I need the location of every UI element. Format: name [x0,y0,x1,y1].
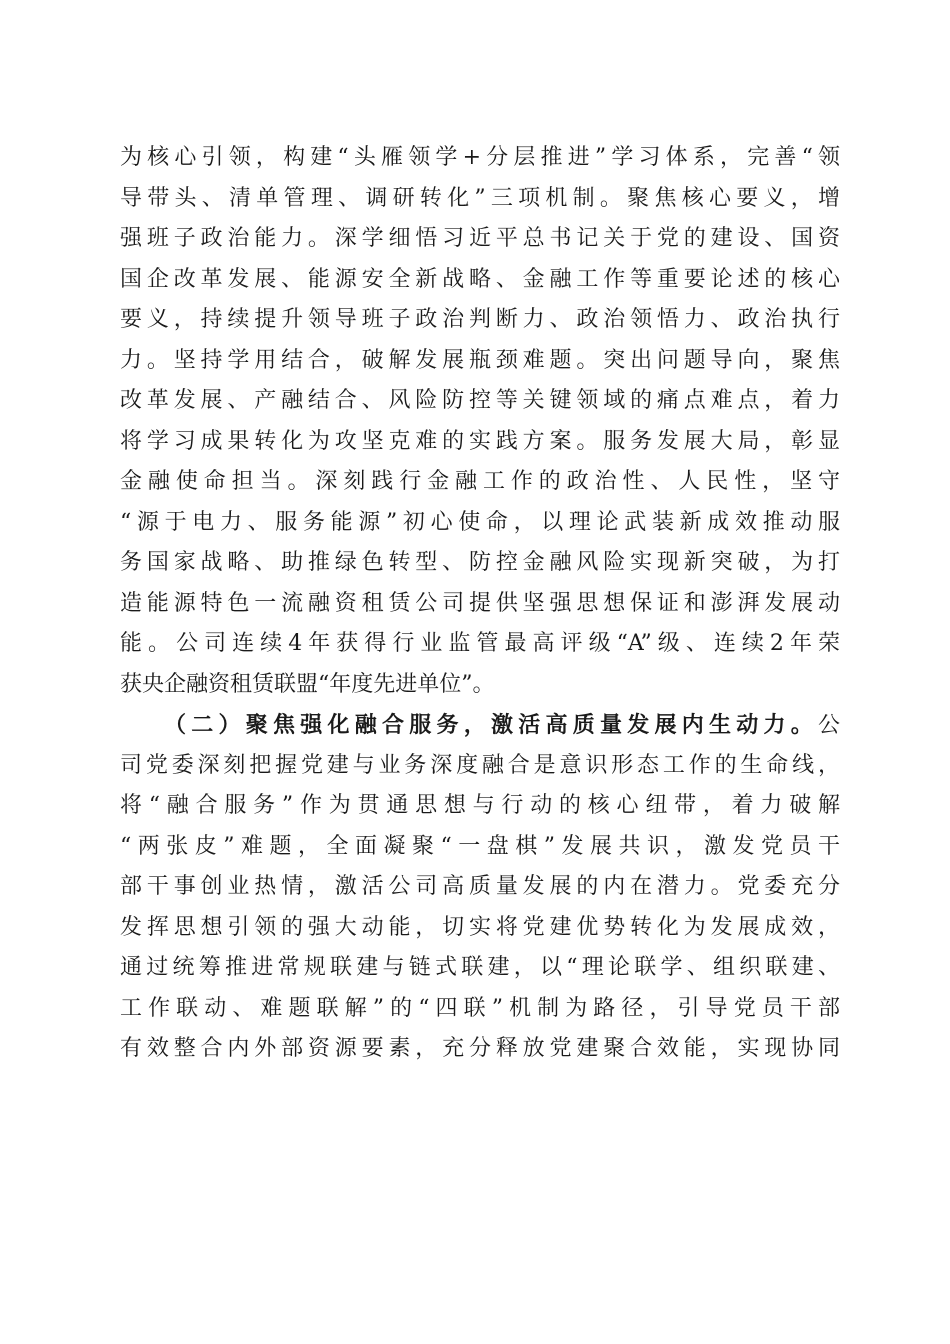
text-line: 造能源特色一流融资租赁公司提供坚强思想保证和澎湃发展动 [120,590,840,616]
text-line: 要义，持续提升领导班子政治判断力、政治领悟力、政治执行 [120,307,840,332]
text-line: 发挥思想引领的强大动能，切实将党建优势转化为发展成效， [120,914,840,940]
text-line: 导带头、清单管理、调研转化”三项机制。聚焦核心要义，增 [120,185,840,211]
text-line: 能。公司连续4年获得行业监管最高评级“A”级、连续2年荣 [120,631,840,656]
body-text [120,138,840,1070]
text-line: 为核心引领，构建“头雁领学+分层推进”学习体系，完善“领 [120,145,840,170]
section-heading-tail: 公 [817,713,840,738]
text-line: 国企改革发展、能源安全新战略、金融工作等重要论述的核心 [120,266,840,292]
text-line: “源于电力、服务能源”初心使命，以理论武装新成效推动服 [120,509,840,535]
text-line: 司党委深刻把握党建与业务深度融合是意识形态工作的生命线， [120,752,840,778]
section-heading-line [120,705,840,746]
text-line: 工作联动、难题联解”的“四联”机制为路径，引导党员干部 [120,995,840,1021]
text-line: 有效整合内外部资源要素，充分释放党建聚合效能，实现协同 [120,1036,840,1061]
section-heading: （二）聚焦强化融合服务，激活高质量发展内生动力。 [164,712,818,738]
text-line: “两张皮”难题，全面凝聚“一盘棋”发展共识，激发党员干 [120,833,840,859]
text-line: 务国家战略、助推绿色转型、防控金融风险实现新突破，为打 [120,550,840,575]
text-line: 改革发展、产融结合、风险防控等关键领域的痛点难点，着力 [120,388,840,413]
text-line: 将学习成果转化为攻坚克难的实践方案。服务发展大局，彰显 [120,428,840,454]
text-line: 力。坚持学用结合，破解发展瓶颈难题。突出问题导向，聚焦 [120,347,840,373]
text-line: 部干事创业热情，激活公司高质量发展的内在潜力。党委充分 [120,874,840,899]
text-line: 通过统筹推进常规联建与链式联建，以“理论联学、组织联建、 [120,955,840,980]
text-line: 获央企融资租赁联盟“年度先进单位”。 [120,671,495,697]
text-line: 将“融合服务”作为贯通思想与行动的核心纽带，着力破解 [120,793,840,818]
text-line: 金融使命担当。深刻践行金融工作的政治性、人民性，坚守 [120,469,840,494]
text-line: 强班子政治能力。深学细悟习近平总书记关于党的建设、国资 [120,226,840,251]
